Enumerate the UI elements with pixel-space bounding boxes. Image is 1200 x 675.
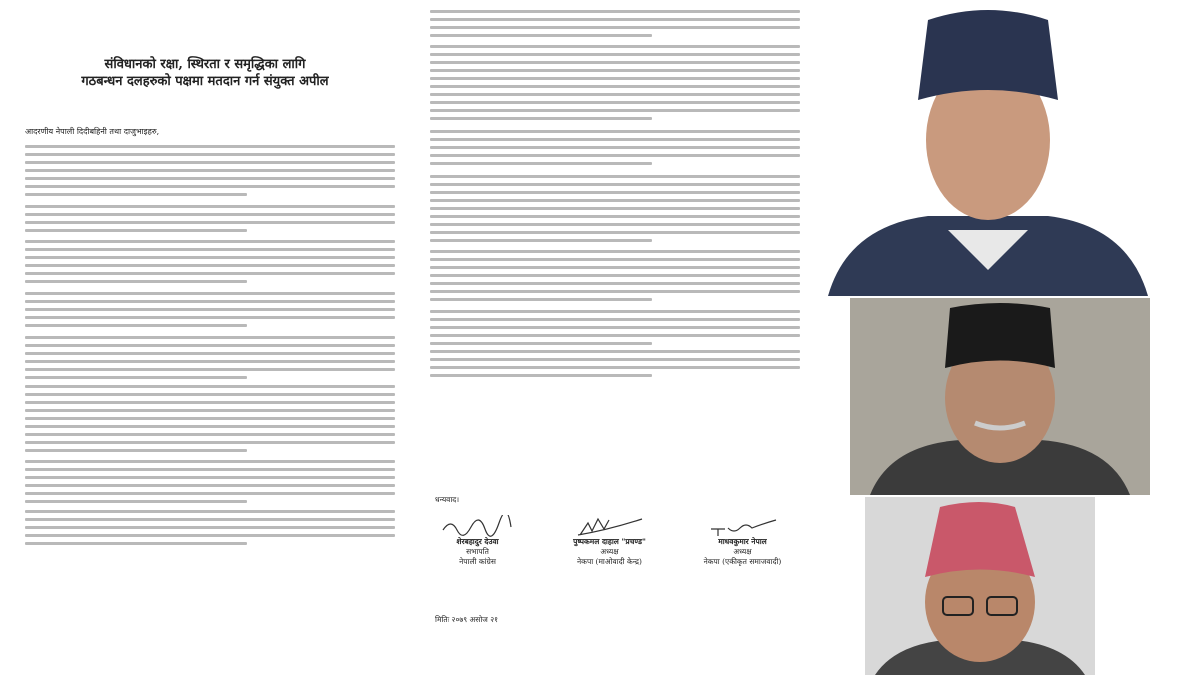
- text-line: [430, 154, 800, 157]
- text-line: [430, 231, 800, 234]
- signatory-party: नेकपा (एकीकृत समाजवादी): [703, 557, 782, 566]
- text-line: [430, 207, 800, 210]
- portrait-photo-1: [818, 0, 1158, 296]
- body-paragraph: [25, 145, 395, 201]
- text-line: [25, 460, 395, 463]
- text-line: [430, 69, 800, 72]
- signatory-name: शेरबहादुर देउवा: [456, 537, 499, 546]
- body-paragraph: [430, 310, 800, 350]
- text-line: [430, 18, 800, 21]
- signatory-name: पुष्पकमल दाहाल "प्रचण्ड": [573, 537, 646, 546]
- text-line: [430, 274, 800, 277]
- text-line: [430, 223, 800, 226]
- text-line: [25, 360, 395, 363]
- text-line: [430, 374, 652, 377]
- text-line: [430, 93, 800, 96]
- text-line: [430, 358, 800, 361]
- text-line: [430, 162, 652, 165]
- text-line: [430, 215, 800, 218]
- text-line: [430, 266, 800, 269]
- text-line: [25, 476, 395, 479]
- text-line: [25, 393, 395, 396]
- text-line: [25, 336, 395, 339]
- signatory-2: [547, 515, 672, 567]
- text-line: [430, 191, 800, 194]
- text-line: [25, 248, 395, 251]
- text-line: [25, 401, 395, 404]
- text-line: [430, 258, 800, 261]
- signatory-name: माधवकुमार नेपाल: [718, 537, 767, 546]
- body-paragraph: [430, 130, 800, 170]
- text-line: [430, 334, 800, 337]
- text-line: [430, 183, 800, 186]
- text-line: [430, 146, 800, 149]
- text-line: [430, 53, 800, 56]
- text-line: [430, 318, 800, 321]
- text-line: [25, 145, 395, 148]
- text-line: [430, 175, 800, 178]
- text-line: [25, 417, 395, 420]
- text-line: [25, 280, 247, 283]
- document-title: [0, 56, 410, 90]
- signature-1: [415, 515, 540, 537]
- text-line: [430, 26, 800, 29]
- text-line: [25, 240, 395, 243]
- text-line: [430, 138, 800, 141]
- text-line: [25, 510, 395, 513]
- signature-2: [547, 515, 672, 537]
- text-line: [430, 10, 800, 13]
- text-line: [25, 542, 247, 545]
- title-line-1: संविधानको रक्षा, स्थिरता र समृद्धिका लागि: [104, 57, 306, 72]
- text-line: [25, 484, 395, 487]
- portrait-photo-2: [850, 298, 1150, 495]
- text-line: [430, 45, 800, 48]
- text-line: [430, 282, 800, 285]
- text-line: [25, 376, 247, 379]
- text-line: [25, 205, 395, 208]
- text-line: [25, 492, 395, 495]
- text-line: [25, 409, 395, 412]
- text-line: [430, 61, 800, 64]
- text-line: [25, 153, 395, 156]
- body-paragraph: [430, 10, 800, 42]
- text-line: [25, 193, 247, 196]
- text-line: [25, 213, 395, 216]
- text-line: [25, 324, 247, 327]
- text-line: [25, 229, 247, 232]
- body-paragraph: [25, 336, 395, 384]
- text-line: [430, 85, 800, 88]
- text-line: [430, 239, 652, 242]
- text-line: [25, 518, 395, 521]
- text-line: [25, 368, 395, 371]
- text-line: [25, 264, 395, 267]
- signatory-party: नेकपा (माओवादी केन्द्र): [577, 557, 642, 566]
- text-line: [25, 500, 247, 503]
- body-paragraph: [25, 385, 395, 457]
- body-paragraph: [25, 292, 395, 332]
- text-line: [25, 316, 395, 319]
- body-paragraph: [430, 250, 800, 306]
- text-line: [25, 352, 395, 355]
- text-line: [430, 109, 800, 112]
- text-line: [430, 310, 800, 313]
- text-line: [25, 344, 395, 347]
- signatory-1: [415, 515, 540, 567]
- text-line: [430, 350, 800, 353]
- signatory-party: नेपाली कांग्रेस: [459, 557, 496, 566]
- text-line: [430, 130, 800, 133]
- body-paragraph: [430, 175, 800, 247]
- text-line: [430, 290, 800, 293]
- signatory-role: अध्यक्ष: [733, 547, 752, 556]
- text-line: [25, 308, 395, 311]
- portrait-photo-3: [865, 497, 1095, 675]
- document-date: मितिः २०७९ असोज २१: [435, 615, 499, 624]
- signatory-role: सभापति: [466, 547, 489, 556]
- text-line: [25, 272, 395, 275]
- text-line: [25, 300, 395, 303]
- salutation: आदरणीय नेपाली दिदीबहिनी तथा दाजुभाइहरु,: [25, 127, 160, 136]
- body-paragraph: [430, 45, 800, 125]
- text-line: [25, 169, 395, 172]
- signatory-3: [680, 515, 805, 567]
- text-line: [25, 292, 395, 295]
- text-line: [430, 117, 652, 120]
- text-line: [25, 425, 395, 428]
- text-line: [430, 34, 652, 37]
- body-paragraph: [25, 510, 395, 550]
- text-line: [430, 298, 652, 301]
- body-paragraph: [25, 460, 395, 508]
- text-line: [430, 199, 800, 202]
- text-line: [25, 221, 395, 224]
- body-paragraph: [430, 350, 800, 382]
- text-line: [25, 256, 395, 259]
- signature-3: [680, 515, 805, 537]
- text-line: [430, 342, 652, 345]
- text-line: [430, 101, 800, 104]
- text-line: [25, 177, 395, 180]
- document-page-right: [410, 0, 810, 675]
- body-paragraph: [25, 240, 395, 288]
- text-line: [25, 449, 247, 452]
- body-paragraph: [25, 205, 395, 237]
- text-line: [25, 441, 395, 444]
- text-line: [25, 433, 395, 436]
- text-line: [25, 526, 395, 529]
- document-page-left: [0, 0, 410, 675]
- signatory-role: अध्यक्ष: [600, 547, 619, 556]
- text-line: [25, 385, 395, 388]
- text-line: [25, 185, 395, 188]
- title-line-2: गठबन्धन दलहरुको पक्षमा मतदान गर्न संयुक्त अपील: [81, 74, 329, 89]
- text-line: [430, 366, 800, 369]
- text-line: [430, 326, 800, 329]
- text-line: [25, 468, 395, 471]
- text-line: [430, 250, 800, 253]
- text-line: [430, 77, 800, 80]
- closing: धन्यवाद।: [435, 495, 460, 504]
- text-line: [25, 534, 395, 537]
- text-line: [25, 161, 395, 164]
